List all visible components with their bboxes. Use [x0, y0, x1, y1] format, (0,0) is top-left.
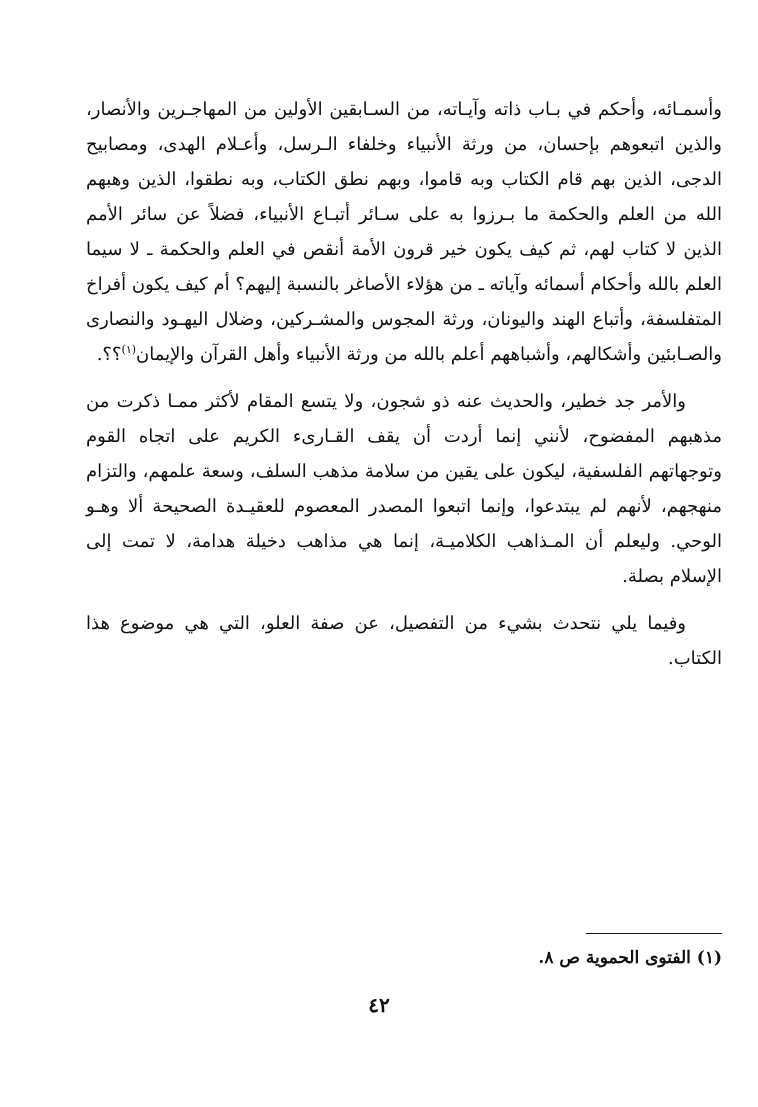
paragraph-1-text: وأسمـائه، وأحكم في بـاب ذاته وآيـاته، من السـابقين الأولين من المهاجـرين والأنصار، والذين اتبعوهم بإحسان، من ورثة الأنبياء وخلفاء الـرسل، وأعـلام الهدى، ومصابيح الدجى، الذين بهم قام الكتاب وبه قاموا، وبهم نطق الكتاب، وبه نطقوا، الذين وهبهم الله من العلم والحكمة ما بـرزوا به على سـائر أتبـاع الأنبياء، فضلاً عن سائر الأمم الذين لا كتاب لهم، ثم كيف يكون خير قرون الأمة أنقص في العلم والحكمة ـ لا سيما العلم بالله وأحكام أسمائه وآياته ـ من هؤلاء الأصاغر بالنسبة إليهم؟ أم كيف يكون أفراخ المتفلسفة، وأتباع الهند واليونان، ورثة المجوس والمشـركين، وضلال اليهـود والنصارى والصـابئين وأشكالهم، وأشباههم أعلم بالله من ورثة الأنبياء وأهل القرآن والإيمان — [86, 99, 722, 365]
footnote: (١) الفتوى الحموية ص ٨. — [538, 948, 722, 968]
paragraph-1 — [86, 92, 722, 372]
paragraph-1-tail: ؟؟. — [96, 344, 122, 365]
body-text — [86, 92, 722, 676]
paragraph-3: وفيما يلي نتحدث بشيء من التفصيل، عن صفة العلو، التي هي موضوع هذا الكتاب. — [86, 613, 722, 669]
paragraph-2: والأمر جد خطير، والحديث عنه ذو شجون، ولا يتسع المقام لأكثر ممـا ذكرت من مذهبهم المفضوح، لأنني إنما أردت أن يقف القـارىء الكريم على اتجاه القوم وتوجهاتهم الفلسفية، ليكون على يقين من سلامة مذهب السلف، وسعة علمهم، والتزام منهجهم، لأنهم لم يبتدعوا، وإنما اتبعوا المصدر المعصوم للعقيـدة الصحيحة ألا وهـو الوحي. وليعلم أن المـذاهب الكلاميـة، إنما هي مذاهب دخيلة هدامة، لا تمت إلى الإسلام بصلة. — [86, 391, 722, 587]
page-number: ٤٢ — [368, 993, 390, 1017]
footnote-divider — [586, 933, 722, 934]
footnote-reference[interactable]: (١) — [121, 343, 137, 356]
